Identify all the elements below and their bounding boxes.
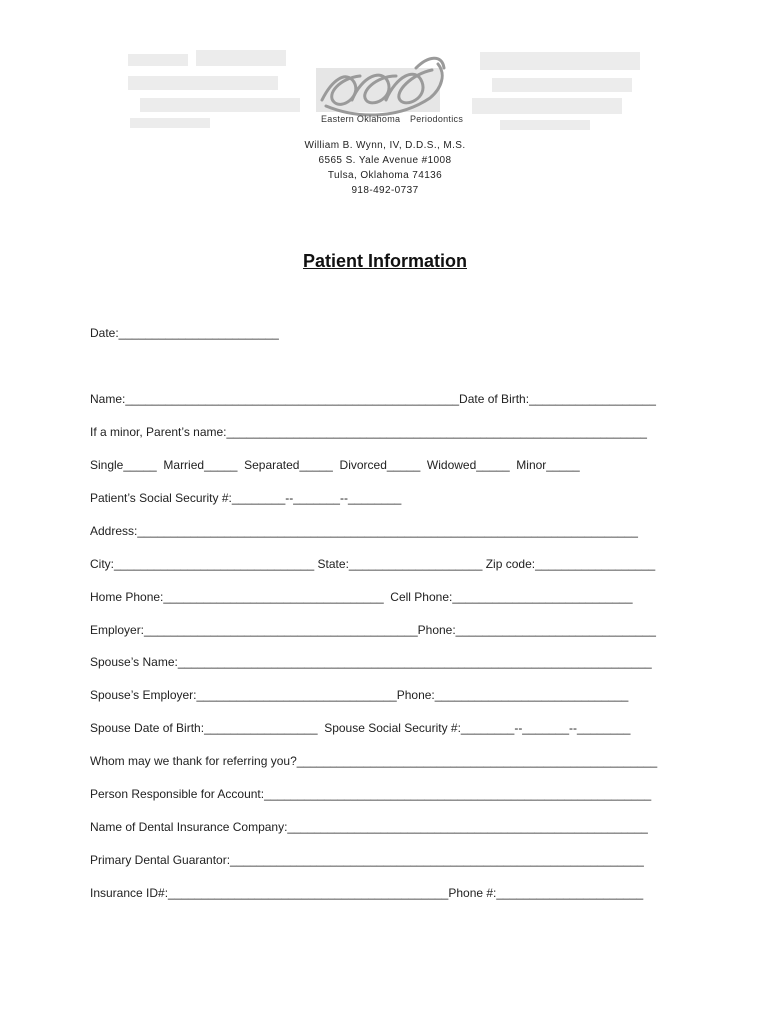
city-state-zip: Tulsa, Oklahoma 74136 xyxy=(327,170,443,181)
doctor-name: William B. Wynn, IV, D.D.S., M.S. xyxy=(304,140,466,151)
spouse-name-field[interactable]: Spouse’s Name:_______________________________________________________________________ xyxy=(90,655,652,669)
practice-logo xyxy=(120,40,650,140)
guarantor-field[interactable]: Primary Dental Guarantor:______________________________________________________________ xyxy=(90,853,644,867)
insurance-id-field[interactable]: Insurance ID#:__________________________________________Phone #:______________________ xyxy=(90,886,644,900)
home-cell-phone-field[interactable]: Home Phone:_________________________________ Cell Phone:___________________________ xyxy=(90,590,633,604)
marital-status-field[interactable]: Single_____ Married_____ Separated_____ Divorced_____ Widowed_____ Minor_____ xyxy=(90,458,580,472)
page-title: Patient Information xyxy=(302,251,467,271)
address-field[interactable]: Address:___________________________________________________________________________ xyxy=(90,524,638,538)
date-field[interactable]: Date:________________________ xyxy=(90,326,279,340)
practice-name-right: Periodontics xyxy=(410,114,464,124)
parent-name-field[interactable]: If a minor, Parent’s name:_______________________________________________________________ xyxy=(90,425,647,439)
spouse-employer-field[interactable]: Spouse’s Employer:______________________________Phone:_____________________________ xyxy=(90,688,629,702)
practice-name-left: Eastern Oklahoma xyxy=(321,114,401,124)
responsible-party-field[interactable]: Person Responsible for Account:__________________________________________________________ xyxy=(90,787,652,801)
name-dob-field[interactable]: Name:__________________________________________________Date of Birth:___________________ xyxy=(90,392,656,406)
logo-graphic xyxy=(120,40,650,140)
insurance-company-field[interactable]: Name of Dental Insurance Company:______________________________________________________ xyxy=(90,820,648,834)
office-phone: 918-492-0737 xyxy=(351,185,419,196)
referral-field[interactable]: Whom may we thank for referring you?______________________________________________________ xyxy=(90,754,658,768)
ssn-field[interactable]: Patient’s Social Security #:________--_______--________ xyxy=(90,491,402,505)
city-state-zip-field[interactable]: City:______________________________ State:____________________ Zip code:__________________ xyxy=(90,557,656,571)
spouse-dob-ssn-field[interactable]: Spouse Date of Birth:_________________ Spouse Social Security #:________--_______--________ xyxy=(90,721,631,735)
employer-field[interactable]: Employer:_________________________________________Phone:______________________________ xyxy=(90,623,656,637)
street-address: 6565 S. Yale Avenue #1008 xyxy=(318,155,452,166)
letterhead xyxy=(0,138,770,198)
